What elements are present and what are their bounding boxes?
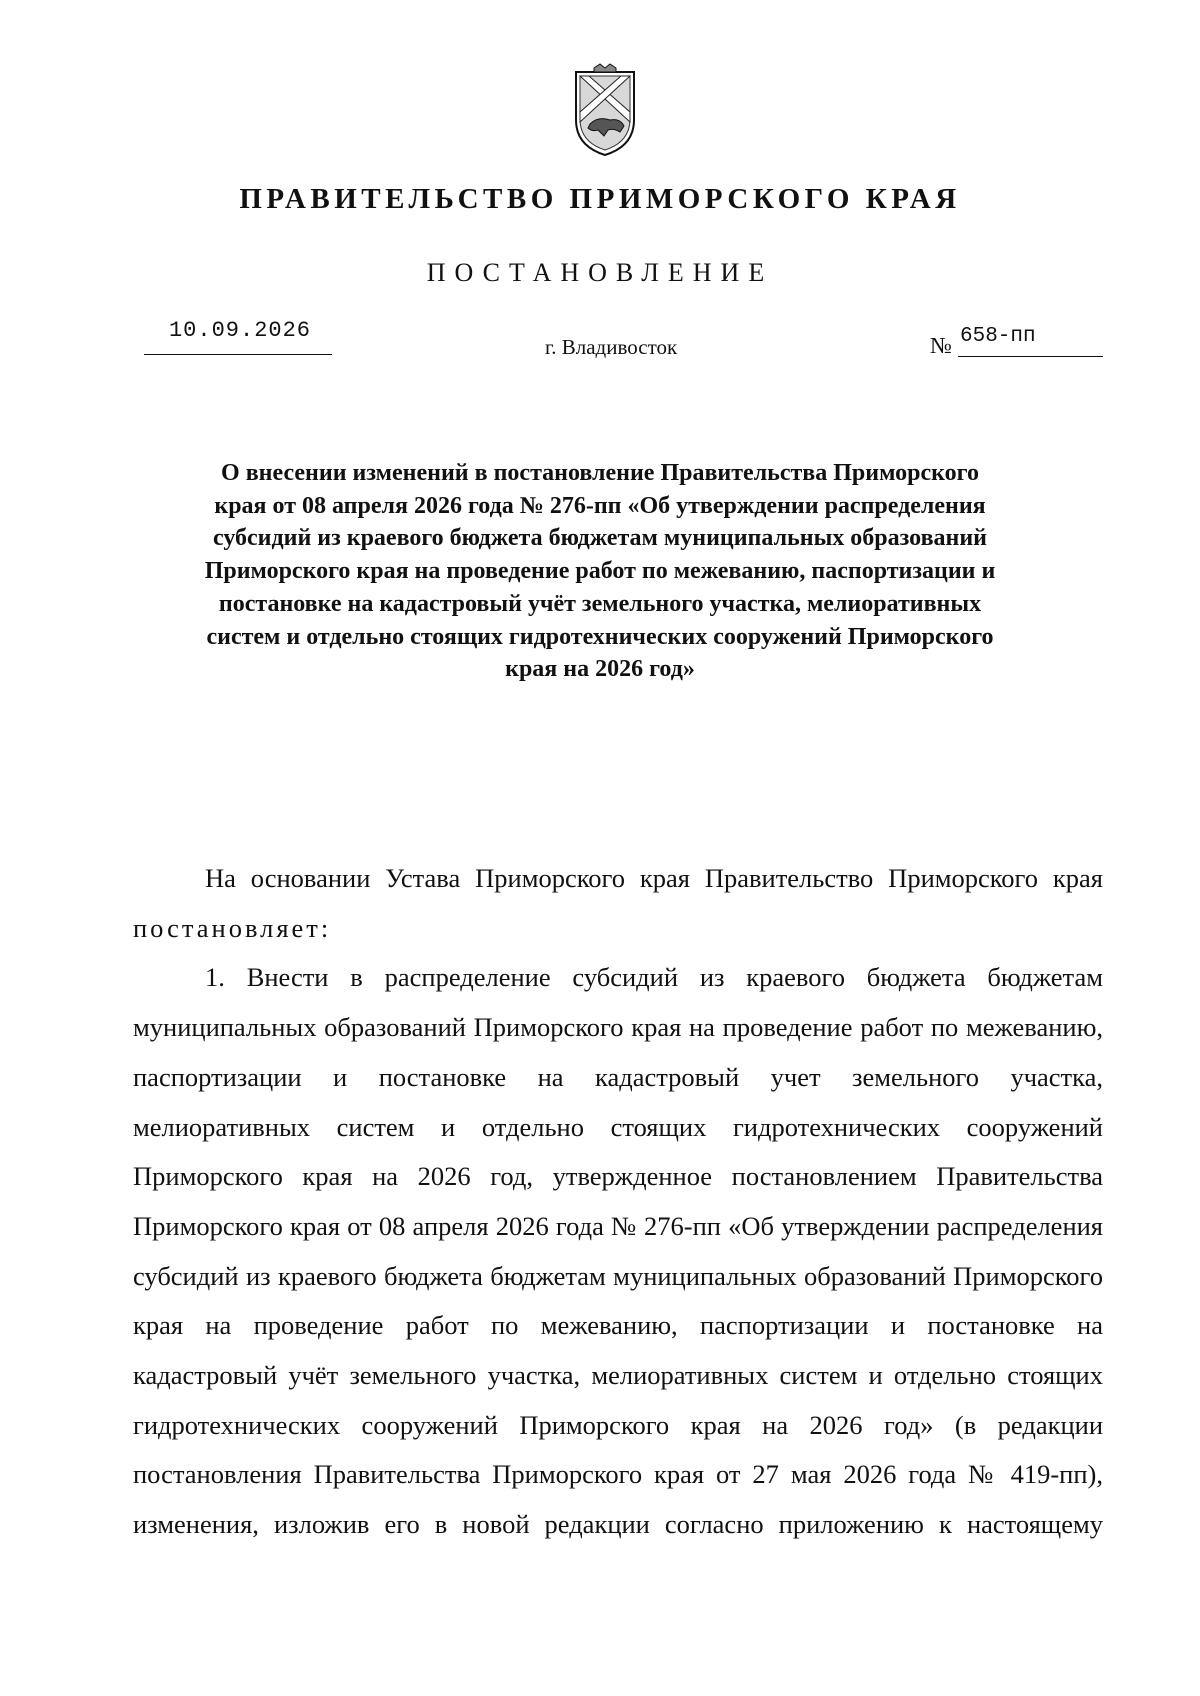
document-number: 658-пп	[960, 325, 1036, 348]
number-underline	[958, 356, 1103, 357]
document-type: ПОСТАНОВЛЕНИЕ	[426, 258, 774, 287]
government-title: ПРАВИТЕЛЬСТВО ПРИМОРСКОГО КРАЯ	[239, 183, 961, 215]
document-city: г. Владивосток	[545, 335, 678, 359]
number-sign: №	[930, 333, 952, 358]
decree-word: постановляет:	[133, 912, 332, 943]
document-date: 10.09.2026	[168, 318, 312, 343]
document-body	[133, 854, 1103, 1550]
preamble-paragraph	[133, 854, 1103, 953]
date-underline	[144, 354, 332, 355]
document-subject: О внесении изменений в постановление Правительства Приморского края от 08 апреля 2026 года № 276-пп «Об утверждении распределения субсидий из краевого бюджета бюджетам муниципальных образований Приморского края на проведение работ по межеванию, паспортизации и постановке на кадастровый учёт земельного участка, мелиоративных систем и отдельно стоящих гидротехнических сооружений Приморского края на 2026 год»	[204, 460, 996, 683]
preamble-text: На основании Устава Приморского края Правительство Приморского края	[205, 863, 1103, 893]
coat-of-arms-icon	[570, 62, 640, 158]
item-1-paragraph: 1. Внести в распределение субсидий из краевого бюджета бюджетам муниципальных образований Приморского края на проведение работ по межеванию, паспортизации и постановке на кадастровый учет земельного участка, мелиоративных систем и отдельно стоящих гидротехнических сооружений Приморского края на 2026 год, утвержденное постановлением Правительства Приморского края от 08 апреля 2026 года № 276-пп «Об утверждении распределения субсидий из краевого бюджета бюджетам муниципальных образований Приморского края на проведение работ по межеванию, паспортизации и постановке на кадастровый учёт земельного участка, мелиоративных систем и отдельно стоящих гидротехнических сооружений Приморского края на 2026 год» (в редакции постановления Правительства Приморского края от 27 мая 2026 года № 419-пп), изменения, изложив его в новой редакции согласно приложению к настоящему	[133, 962, 1103, 1540]
